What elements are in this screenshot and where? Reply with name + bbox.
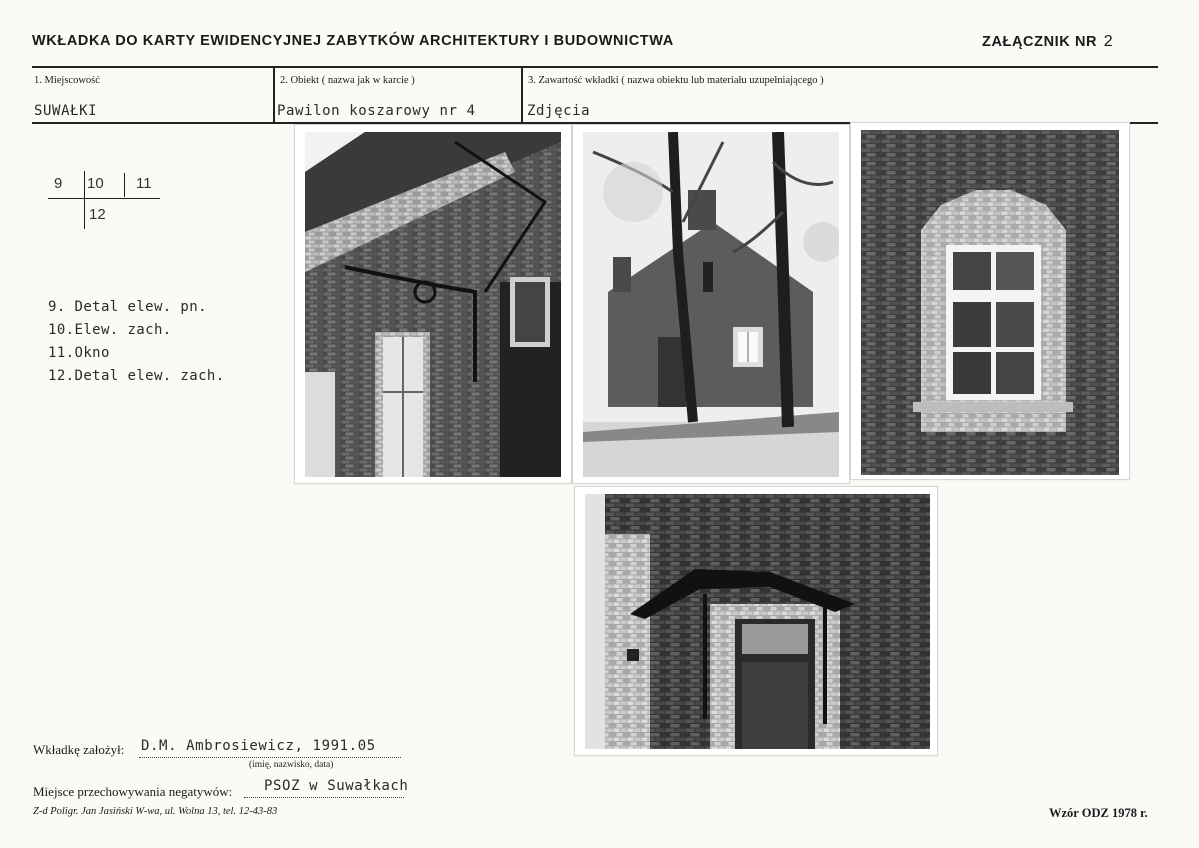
locality-label: 1. Miejscowość (34, 75, 100, 86)
caption-item: 12.Detal elew. zach. (48, 368, 225, 384)
layout-h-rule (48, 198, 160, 199)
object-value: Pawilon koszarowy nr 4 (277, 103, 476, 119)
created-by-dotted-line (139, 757, 401, 758)
layout-num-10: 10 (87, 175, 104, 192)
printer-imprint: Z-d Poligr. Jan Jasiński W-wa, ul. Wolna 13, tel. 12-43-83 (33, 806, 278, 817)
caption-item: 10.Elew. zach. (48, 322, 172, 338)
created-by-value: D.M. Ambrosiewicz, 1991.05 (141, 738, 376, 754)
content-label: 3. Zawartość wkładki ( nazwa obiektu lub materiału uzupełniającego ) (528, 75, 824, 86)
photo-10-image (583, 132, 839, 477)
annex-label (982, 33, 1113, 51)
layout-v-rule-2 (124, 173, 125, 197)
storage-label: Miejsce przechowywania negatywów: (33, 784, 233, 799)
object-label: 2. Obiekt ( nazwa jak w karcie ) (280, 75, 415, 86)
photo-11-window (850, 122, 1130, 480)
layout-num-9: 9 (54, 175, 63, 192)
caption-item: 9. Detal elew. pn. (48, 299, 207, 315)
document-title: WKŁADKA DO KARTY EWIDENCYJNEJ ZABYTKÓW ARCHITEKTURY I BUDOWNICTWA (32, 33, 674, 49)
header-rule (32, 66, 1158, 68)
layout-v-rule-1 (84, 171, 85, 229)
photo-11-image (861, 130, 1119, 475)
locality-value: SUWAŁKI (34, 103, 98, 119)
photo-9-north-elevation-detail (294, 124, 572, 484)
form-model: Wzór ODZ 1978 r. (1049, 806, 1148, 820)
storage-dotted-line (244, 797, 404, 798)
content-value: Zdjęcia (527, 103, 591, 119)
created-by-note: (imię, nazwisko, data) (249, 760, 334, 770)
field-divider-2 (521, 66, 523, 123)
caption-item: 11.Okno (48, 345, 110, 361)
photo-10-west-elevation (572, 124, 850, 484)
created-by-label: Wkładkę założył: (33, 742, 125, 757)
field-divider-1 (273, 66, 275, 123)
layout-num-12: 12 (89, 206, 106, 223)
storage-value: PSOZ w Suwałkach (264, 778, 409, 794)
photo-caption-list (48, 296, 225, 388)
layout-num-11: 11 (136, 175, 152, 192)
annex-label-text: ZAŁĄCZNIK NR (982, 34, 1098, 50)
photo-12-image (585, 494, 930, 749)
annex-number: 2 (1103, 33, 1114, 50)
photo-12-west-elevation-detail (574, 486, 938, 756)
photo-9-image (305, 132, 561, 477)
